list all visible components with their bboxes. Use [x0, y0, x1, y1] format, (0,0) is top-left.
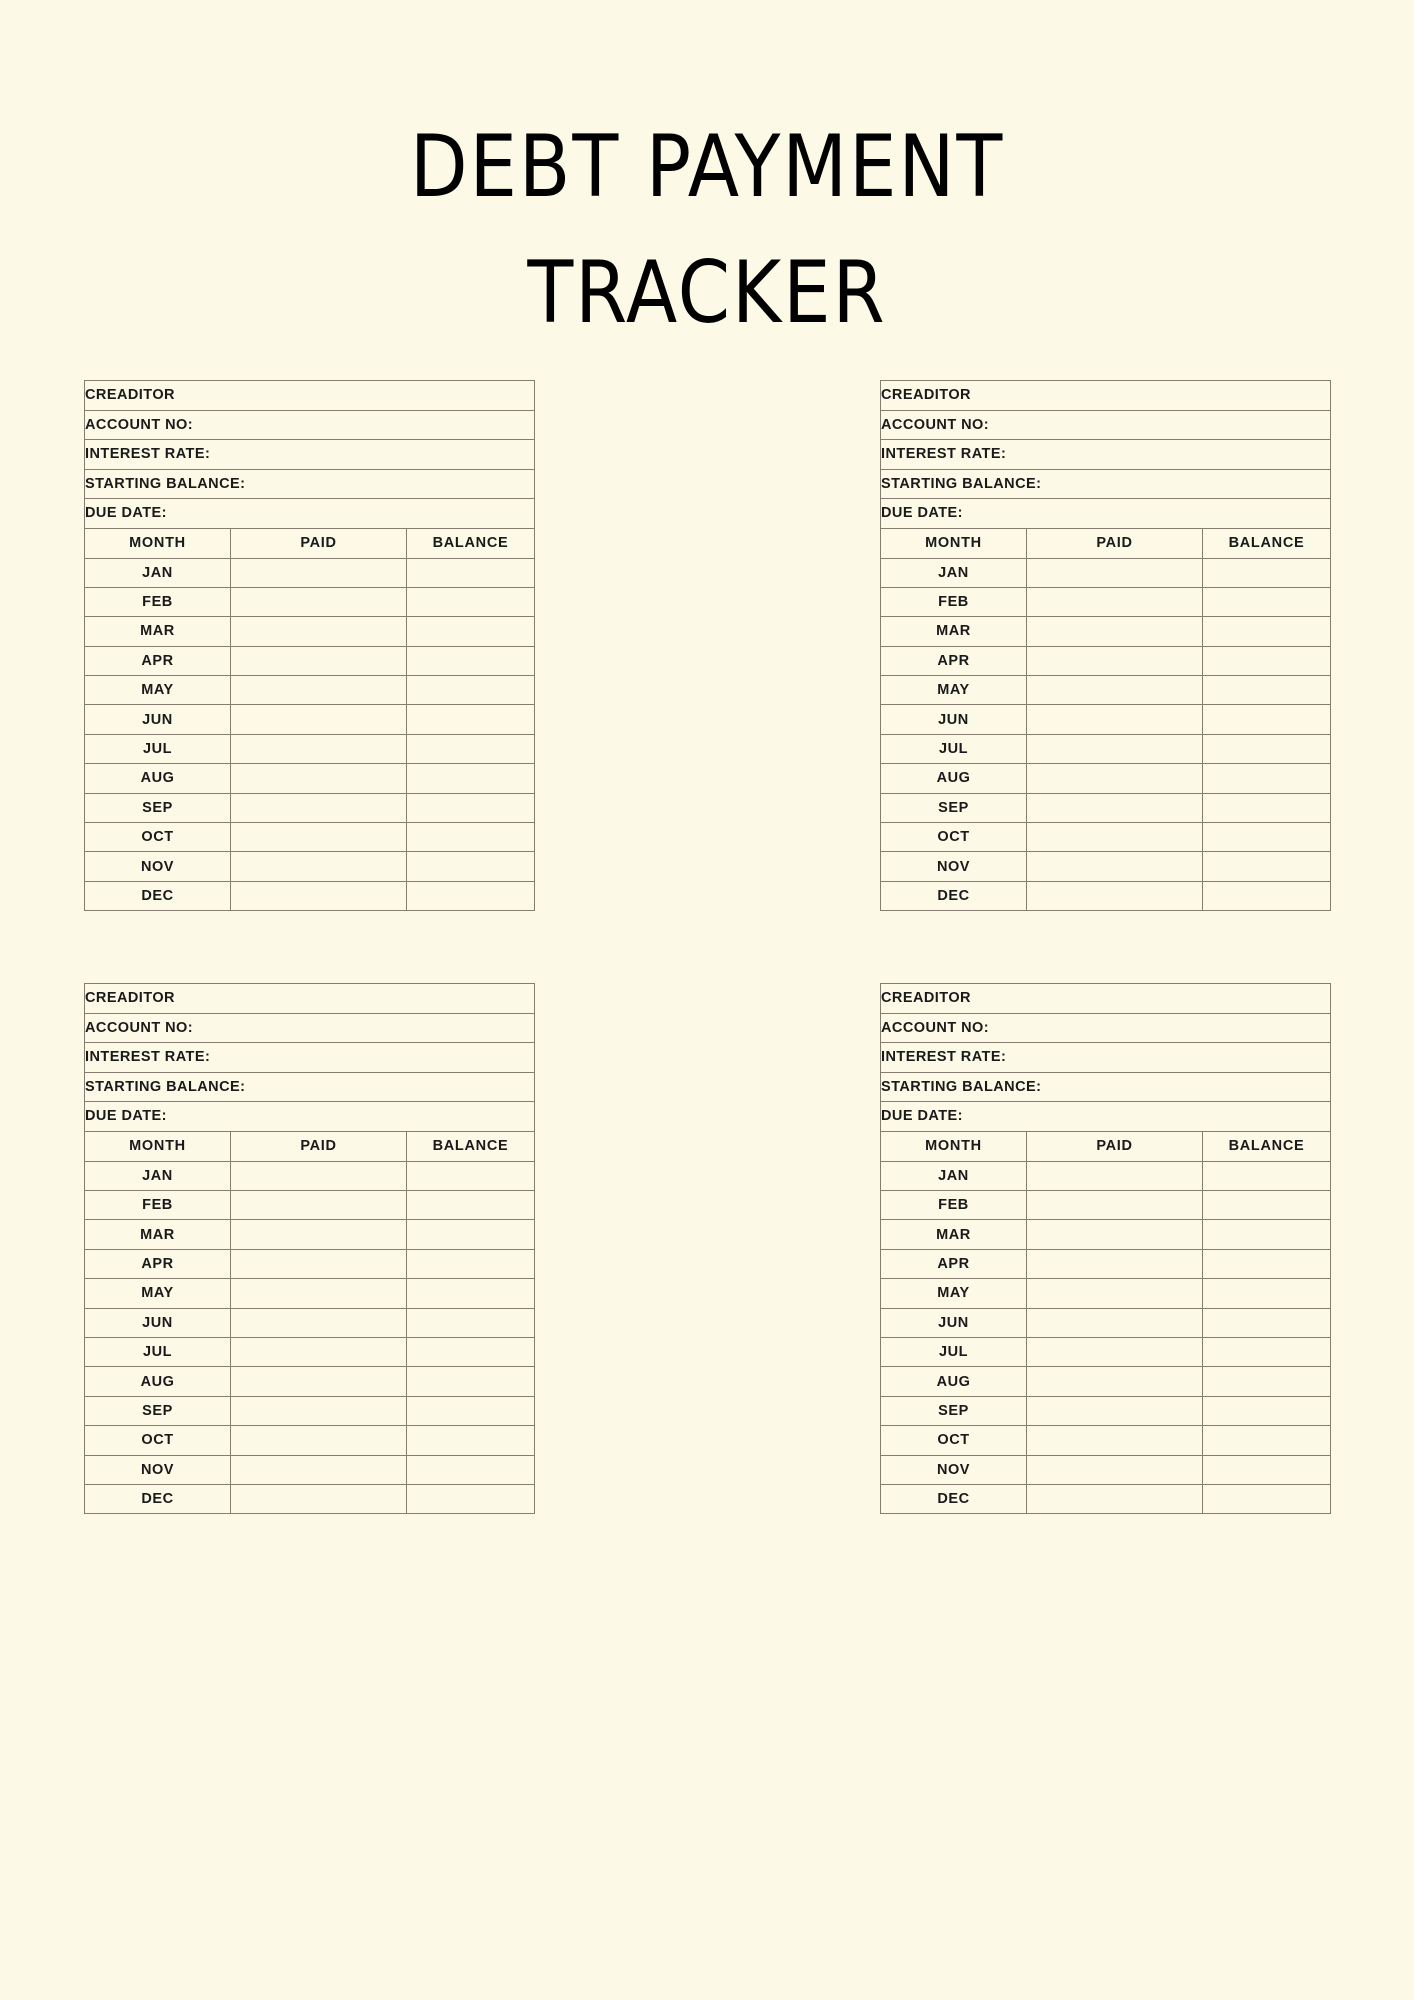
month-label: JAN [85, 1161, 231, 1190]
tracker-info-field-starting-balance[interactable]: STARTING BALANCE: [85, 469, 535, 499]
month-label: NOV [881, 1455, 1027, 1484]
balance-input-cell[interactable] [1203, 1367, 1331, 1396]
paid-input-cell[interactable] [231, 1191, 407, 1220]
tracker-info-row [85, 440, 535, 470]
tracker-month-row [85, 1249, 535, 1278]
month-label: NOV [881, 852, 1027, 881]
tracker-info-field-creditor[interactable]: CREADITOR [85, 984, 535, 1014]
tracker-month-row [881, 734, 1331, 763]
month-label: AUG [881, 1367, 1027, 1396]
month-label: JAN [881, 1161, 1027, 1190]
paid-input-cell[interactable] [231, 1279, 407, 1308]
tracker-month-row [881, 764, 1331, 793]
tracker-month-row [85, 587, 535, 616]
tracker-month-row [881, 823, 1331, 852]
paid-input-cell[interactable] [231, 1249, 407, 1278]
paid-input-cell[interactable] [1027, 852, 1203, 881]
balance-input-cell[interactable] [1203, 1220, 1331, 1249]
tracker-month-row [881, 793, 1331, 822]
month-label: JUL [85, 1338, 231, 1367]
month-label: JUN [85, 1308, 231, 1337]
balance-input-cell[interactable] [407, 1396, 535, 1425]
month-label: APR [881, 1249, 1027, 1278]
paid-input-cell[interactable] [1027, 646, 1203, 675]
paid-input-cell[interactable] [1027, 558, 1203, 587]
month-label: AUG [85, 764, 231, 793]
paid-input-cell[interactable] [231, 705, 407, 734]
paid-input-cell[interactable] [231, 558, 407, 587]
paid-input-cell[interactable] [231, 823, 407, 852]
month-label: JAN [881, 558, 1027, 587]
tracker-info-row [881, 1072, 1331, 1102]
balance-input-cell[interactable] [407, 705, 535, 734]
month-label: AUG [85, 1367, 231, 1396]
tracker-month-row [85, 823, 535, 852]
month-label: MAR [881, 617, 1027, 646]
debt-tracker-table [84, 983, 535, 1514]
paid-input-cell[interactable] [1027, 1484, 1203, 1513]
tracker-info-row [881, 1102, 1331, 1132]
balance-input-cell[interactable] [1203, 646, 1331, 675]
tracker-month-row [85, 676, 535, 705]
month-label: MAR [85, 1220, 231, 1249]
tracker-info-row [85, 410, 535, 440]
month-label: FEB [85, 1191, 231, 1220]
month-label: SEP [881, 1396, 1027, 1425]
tracker-info-field-starting-balance[interactable]: STARTING BALANCE: [881, 1072, 1331, 1102]
month-label: SEP [85, 793, 231, 822]
tracker-info-field-due-date[interactable]: DUE DATE: [85, 499, 535, 529]
paid-input-cell[interactable] [1027, 793, 1203, 822]
page-title-line-2: TRACKER [527, 243, 887, 343]
tracker-month-row [881, 1308, 1331, 1337]
month-label: JUL [881, 1338, 1027, 1367]
tracker-column-header-row [85, 1131, 535, 1161]
balance-input-cell[interactable] [407, 793, 535, 822]
month-label: SEP [881, 793, 1027, 822]
paid-input-cell[interactable] [231, 1308, 407, 1337]
column-header-balance: BALANCE [407, 1131, 535, 1161]
tracker-info-field-creditor[interactable]: CREADITOR [881, 381, 1331, 411]
tracker-month-row [85, 1338, 535, 1367]
balance-input-cell[interactable] [1203, 617, 1331, 646]
debt-tracker-card [880, 380, 1330, 911]
tracker-month-row [881, 1220, 1331, 1249]
paid-input-cell[interactable] [1027, 823, 1203, 852]
tracker-month-row [881, 587, 1331, 616]
tracker-info-row [85, 1072, 535, 1102]
month-label: DEC [85, 1484, 231, 1513]
tracker-month-row [85, 1484, 535, 1513]
balance-input-cell[interactable] [1203, 852, 1331, 881]
page-title-line-1: DEBT PAYMENT [409, 117, 1005, 217]
tracker-month-row [85, 881, 535, 910]
tracker-info-field-account-no[interactable]: ACCOUNT NO: [881, 410, 1331, 440]
paid-input-cell[interactable] [231, 1367, 407, 1396]
balance-input-cell[interactable] [1203, 764, 1331, 793]
tracker-month-row [881, 1484, 1331, 1513]
paid-input-cell[interactable] [1027, 617, 1203, 646]
balance-input-cell[interactable] [407, 1484, 535, 1513]
balance-input-cell[interactable] [407, 1308, 535, 1337]
tracker-month-row [85, 734, 535, 763]
balance-input-cell[interactable] [407, 1426, 535, 1455]
tracker-month-row [881, 881, 1331, 910]
balance-input-cell[interactable] [407, 823, 535, 852]
month-label: MAY [881, 1279, 1027, 1308]
tracker-month-row [85, 1220, 535, 1249]
tracker-info-row [881, 1013, 1331, 1043]
tracker-month-row [881, 1396, 1331, 1425]
balance-input-cell[interactable] [1203, 1455, 1331, 1484]
tracker-info-field-account-no[interactable]: ACCOUNT NO: [85, 1013, 535, 1043]
paid-input-cell[interactable] [231, 676, 407, 705]
month-label: AUG [881, 764, 1027, 793]
tracker-info-row [85, 1043, 535, 1073]
balance-input-cell[interactable] [407, 617, 535, 646]
paid-input-cell[interactable] [1027, 1220, 1203, 1249]
tracker-month-row [85, 1396, 535, 1425]
tracker-info-row [85, 499, 535, 529]
balance-input-cell[interactable] [407, 1161, 535, 1190]
balance-input-cell[interactable] [407, 558, 535, 587]
paid-input-cell[interactable] [1027, 705, 1203, 734]
tracker-month-row [881, 852, 1331, 881]
debt-tracker-card [84, 380, 534, 911]
tracker-info-field-due-date[interactable]: DUE DATE: [85, 1102, 535, 1132]
paid-input-cell[interactable] [231, 881, 407, 910]
month-label: FEB [881, 587, 1027, 616]
tracker-month-row [881, 1455, 1331, 1484]
balance-input-cell[interactable] [1203, 587, 1331, 616]
column-header-month: MONTH [85, 1131, 231, 1161]
tracker-month-row [881, 676, 1331, 705]
month-label: MAR [881, 1220, 1027, 1249]
month-label: JUN [881, 705, 1027, 734]
paid-input-cell[interactable] [1027, 734, 1203, 763]
balance-input-cell[interactable] [1203, 734, 1331, 763]
balance-input-cell[interactable] [407, 1249, 535, 1278]
tracker-month-row [881, 1191, 1331, 1220]
month-label: MAR [85, 617, 231, 646]
paid-input-cell[interactable] [1027, 1191, 1203, 1220]
tracker-info-field-interest-rate[interactable]: INTEREST RATE: [85, 440, 535, 470]
tracker-info-field-due-date[interactable]: DUE DATE: [881, 1102, 1331, 1132]
month-label: DEC [85, 881, 231, 910]
paid-input-cell[interactable] [1027, 1338, 1203, 1367]
month-label: JUN [881, 1308, 1027, 1337]
tracker-month-row [881, 1426, 1331, 1455]
month-label: APR [85, 1249, 231, 1278]
paid-input-cell[interactable] [1027, 1455, 1203, 1484]
month-label: NOV [85, 1455, 231, 1484]
month-label: JAN [85, 558, 231, 587]
tracker-month-row [85, 705, 535, 734]
month-label: MAY [85, 1279, 231, 1308]
balance-input-cell[interactable] [407, 587, 535, 616]
month-label: NOV [85, 852, 231, 881]
balance-input-cell[interactable] [407, 676, 535, 705]
tracker-month-row [881, 617, 1331, 646]
paid-input-cell[interactable] [1027, 1367, 1203, 1396]
tracker-month-row [85, 764, 535, 793]
tracker-month-row [881, 646, 1331, 675]
month-label: FEB [85, 587, 231, 616]
month-label: MAY [85, 676, 231, 705]
paid-input-cell[interactable] [231, 1396, 407, 1425]
paid-input-cell[interactable] [231, 617, 407, 646]
tracker-month-row [881, 705, 1331, 734]
tracker-month-row [85, 1455, 535, 1484]
tracker-month-row [85, 558, 535, 587]
page-title [0, 0, 1414, 356]
paid-input-cell[interactable] [231, 1338, 407, 1367]
balance-input-cell[interactable] [1203, 705, 1331, 734]
tracker-info-row [881, 1043, 1331, 1073]
tracker-month-row [85, 646, 535, 675]
balance-input-cell[interactable] [407, 764, 535, 793]
paid-input-cell[interactable] [1027, 1426, 1203, 1455]
debt-tracker-card [84, 983, 534, 1514]
month-label: SEP [85, 1396, 231, 1425]
tracker-month-row [85, 617, 535, 646]
paid-input-cell[interactable] [231, 1455, 407, 1484]
balance-input-cell[interactable] [407, 881, 535, 910]
tracker-info-row [881, 469, 1331, 499]
column-header-balance: BALANCE [1203, 1131, 1331, 1161]
balance-input-cell[interactable] [1203, 823, 1331, 852]
tracker-month-row [881, 1338, 1331, 1367]
paid-input-cell[interactable] [231, 587, 407, 616]
column-header-balance: BALANCE [407, 528, 535, 558]
paid-input-cell[interactable] [1027, 587, 1203, 616]
tracker-column-header-row [85, 528, 535, 558]
balance-input-cell[interactable] [1203, 1279, 1331, 1308]
balance-input-cell[interactable] [1203, 1308, 1331, 1337]
month-label: OCT [881, 823, 1027, 852]
tracker-month-row [881, 1249, 1331, 1278]
paid-input-cell[interactable] [231, 646, 407, 675]
paid-input-cell[interactable] [1027, 676, 1203, 705]
balance-input-cell[interactable] [1203, 793, 1331, 822]
tracker-month-row [85, 1161, 535, 1190]
tracker-info-field-creditor[interactable]: CREADITOR [85, 381, 535, 411]
month-label: DEC [881, 1484, 1027, 1513]
balance-input-cell[interactable] [407, 646, 535, 675]
balance-input-cell[interactable] [1203, 1191, 1331, 1220]
balance-input-cell[interactable] [1203, 1396, 1331, 1425]
tracker-info-row [881, 440, 1331, 470]
tracker-info-field-interest-rate[interactable]: INTEREST RATE: [881, 440, 1331, 470]
balance-input-cell[interactable] [407, 1367, 535, 1396]
month-label: JUL [881, 734, 1027, 763]
tracker-month-row [85, 852, 535, 881]
debt-tracker-table [84, 380, 535, 911]
balance-input-cell[interactable] [1203, 558, 1331, 587]
month-label: APR [85, 646, 231, 675]
month-label: OCT [85, 823, 231, 852]
paid-input-cell[interactable] [231, 793, 407, 822]
paid-input-cell[interactable] [231, 764, 407, 793]
column-header-month: MONTH [881, 1131, 1027, 1161]
paid-input-cell[interactable] [1027, 1161, 1203, 1190]
column-header-month: MONTH [85, 528, 231, 558]
month-label: JUN [85, 705, 231, 734]
balance-input-cell[interactable] [407, 852, 535, 881]
tracker-month-row [85, 1367, 535, 1396]
balance-input-cell[interactable] [1203, 881, 1331, 910]
month-label: APR [881, 646, 1027, 675]
tracker-info-row [85, 984, 535, 1014]
balance-input-cell[interactable] [1203, 1249, 1331, 1278]
tracker-info-row [85, 469, 535, 499]
month-label: OCT [85, 1426, 231, 1455]
balance-input-cell[interactable] [1203, 1426, 1331, 1455]
tracker-info-row [881, 381, 1331, 411]
month-label: MAY [881, 676, 1027, 705]
tracker-info-field-interest-rate[interactable]: INTEREST RATE: [85, 1043, 535, 1073]
paid-input-cell[interactable] [1027, 1279, 1203, 1308]
column-header-paid: PAID [231, 1131, 407, 1161]
debt-tracker-table [880, 380, 1331, 911]
tracker-month-row [85, 1279, 535, 1308]
balance-input-cell[interactable] [407, 1455, 535, 1484]
balance-input-cell[interactable] [407, 1220, 535, 1249]
balance-input-cell[interactable] [1203, 1161, 1331, 1190]
paid-input-cell[interactable] [231, 734, 407, 763]
column-header-month: MONTH [881, 528, 1027, 558]
balance-input-cell[interactable] [1203, 676, 1331, 705]
paid-input-cell[interactable] [1027, 1308, 1203, 1337]
month-label: JUL [85, 734, 231, 763]
tracker-month-row [881, 558, 1331, 587]
tracker-info-field-starting-balance[interactable]: STARTING BALANCE: [85, 1072, 535, 1102]
tracker-column-header-row [881, 528, 1331, 558]
tracker-info-row [881, 499, 1331, 529]
balance-input-cell[interactable] [1203, 1338, 1331, 1367]
tracker-month-row [881, 1161, 1331, 1190]
column-header-paid: PAID [1027, 1131, 1203, 1161]
tracker-month-row [85, 793, 535, 822]
tracker-column-header-row [881, 1131, 1331, 1161]
balance-input-cell[interactable] [407, 1338, 535, 1367]
debt-tracker-card [880, 983, 1330, 1514]
tracker-info-field-due-date[interactable]: DUE DATE: [881, 499, 1331, 529]
tracker-info-row [85, 381, 535, 411]
tracker-grid [84, 380, 1330, 1514]
tracker-month-row [85, 1308, 535, 1337]
month-label: FEB [881, 1191, 1027, 1220]
tracker-month-row [881, 1367, 1331, 1396]
column-header-paid: PAID [231, 528, 407, 558]
tracker-info-field-creditor[interactable]: CREADITOR [881, 984, 1331, 1014]
paid-input-cell[interactable] [1027, 1249, 1203, 1278]
paid-input-cell[interactable] [1027, 764, 1203, 793]
balance-input-cell[interactable] [1203, 1484, 1331, 1513]
column-header-paid: PAID [1027, 528, 1203, 558]
balance-input-cell[interactable] [407, 734, 535, 763]
tracker-info-row [85, 1102, 535, 1132]
balance-input-cell[interactable] [407, 1279, 535, 1308]
debt-tracker-table [880, 983, 1331, 1514]
tracker-month-row [881, 1279, 1331, 1308]
tracker-info-field-interest-rate[interactable]: INTEREST RATE: [881, 1043, 1331, 1073]
tracker-info-field-account-no[interactable]: ACCOUNT NO: [85, 410, 535, 440]
tracker-month-row [85, 1426, 535, 1455]
paid-input-cell[interactable] [231, 852, 407, 881]
paid-input-cell[interactable] [1027, 1396, 1203, 1425]
tracker-month-row [85, 1191, 535, 1220]
paid-input-cell[interactable] [231, 1484, 407, 1513]
tracker-info-row [881, 410, 1331, 440]
tracker-info-row [881, 984, 1331, 1014]
tracker-info-field-account-no[interactable]: ACCOUNT NO: [881, 1013, 1331, 1043]
month-label: DEC [881, 881, 1027, 910]
tracker-info-field-starting-balance[interactable]: STARTING BALANCE: [881, 469, 1331, 499]
balance-input-cell[interactable] [407, 1191, 535, 1220]
tracker-info-row [85, 1013, 535, 1043]
month-label: OCT [881, 1426, 1027, 1455]
paid-input-cell[interactable] [231, 1220, 407, 1249]
paid-input-cell[interactable] [1027, 881, 1203, 910]
paid-input-cell[interactable] [231, 1426, 407, 1455]
column-header-balance: BALANCE [1203, 528, 1331, 558]
paid-input-cell[interactable] [231, 1161, 407, 1190]
